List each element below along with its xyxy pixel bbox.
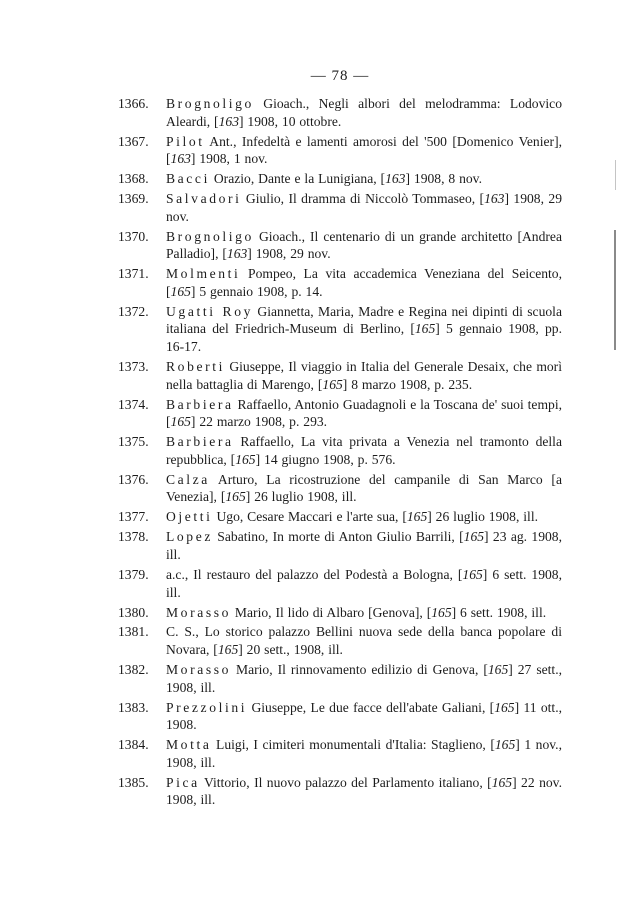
- entry-date: ] 22 marzo 1908, p. 293.: [190, 414, 328, 430]
- entry-date: ] 5 gennaio 1908, pp. 16-17.: [166, 321, 563, 355]
- entry-author: Barbiera: [166, 434, 234, 450]
- entry-reference: 165: [414, 321, 436, 337]
- entry-text: Ant., Infedeltà e lamenti amorosi del '500 [Domenico Venier], [: [166, 133, 562, 167]
- entry-author: Salvadori: [166, 191, 242, 207]
- bibliography-entry: [118, 736, 562, 771]
- bibliography-entry: [118, 358, 562, 393]
- entry-date: ] 1908, 8 nov.: [405, 171, 482, 187]
- entry-text: Mario, Il lido di Albaro [Genova], [: [231, 604, 432, 620]
- entry-text: Raffaello, La vita privata a Venezia nel tramonto della repubblica, [: [166, 434, 562, 467]
- entry-reference: 165: [431, 604, 452, 620]
- entry-author: Motta: [166, 737, 212, 753]
- entry-reference: 163: [484, 191, 505, 207]
- entry-text: Orazio, Dante e la Lunigiana, [: [209, 171, 386, 187]
- entry-date: ] 23 ag. 1908, ill.: [166, 529, 562, 562]
- entry-number: 1381.: [118, 624, 149, 640]
- bibliography-entry: [118, 699, 562, 734]
- entry-reference: 165: [406, 509, 428, 525]
- entry-text: Giannetta, Maria, Madre e Regina nei dipinti di scuola italiana del Friedrich-Museum di Berlino, [: [166, 303, 562, 337]
- bibliography-entry: [118, 623, 562, 658]
- entry-number: 1375.: [118, 434, 149, 450]
- entry-author: Lopez: [166, 529, 213, 545]
- entry-reference: 165: [170, 283, 191, 299]
- entry-author: Pica: [166, 774, 200, 790]
- bibliography-entry: [118, 396, 562, 431]
- entry-date: ] 1908, 29 nov.: [166, 191, 562, 224]
- entry-author: Bacci: [166, 171, 210, 187]
- entry-number: 1380.: [118, 604, 149, 620]
- entry-reference: 165: [462, 566, 483, 582]
- entry-reference: 165: [491, 774, 513, 790]
- entry-reference: 163: [218, 113, 239, 129]
- entry-reference: 165: [463, 529, 485, 545]
- bibliography-entry: [118, 604, 562, 622]
- entry-text: Mario, Il rinnovamento edilizio di Genova, [: [231, 662, 488, 678]
- entry-number: 1383.: [118, 699, 149, 715]
- entry-reference: 165: [487, 662, 509, 678]
- entry-author: Morasso: [166, 662, 232, 678]
- entry-author: Brognoligo: [166, 96, 254, 111]
- entry-reference: 165: [494, 699, 515, 715]
- entry-number: 1379.: [118, 566, 149, 582]
- entry-number: 1374.: [118, 396, 149, 412]
- bibliography-entry: [118, 774, 562, 809]
- bibliography-entry: [118, 303, 562, 356]
- entry-number: 1373.: [118, 359, 149, 375]
- page-number: — 78 —: [310, 68, 370, 84]
- bibliography-entry: [118, 190, 562, 225]
- scan-margin-line: [615, 160, 616, 190]
- entry-date: ] 20 sett., 1908, ill.: [238, 642, 343, 658]
- entry-reference: 165: [170, 414, 191, 430]
- entry-author: Brognoligo: [166, 228, 254, 244]
- entry-number: 1385.: [118, 774, 149, 790]
- entry-date: ] 1 nov., 1908, ill.: [166, 737, 562, 770]
- bibliography-entry: [118, 133, 562, 168]
- entry-number: 1378.: [118, 529, 149, 545]
- entry-reference: 165: [217, 642, 239, 658]
- entry-date: ] 14 giugno 1908, p. 576.: [255, 451, 396, 467]
- entry-text: Giuseppe, Il viaggio in Italia del Generale Desaix, che morì nella battaglia di Marengo, [: [166, 359, 562, 392]
- entry-author: Roberti: [166, 359, 225, 375]
- bibliography-entry: [118, 170, 562, 188]
- bibliography-list: [118, 95, 562, 811]
- entry-reference: 165: [322, 376, 343, 392]
- bibliography-entry: [118, 433, 562, 468]
- entry-text: Gioach., Il centenario di un grande architetto [Andrea Palladio], [: [166, 228, 562, 262]
- bibliography-entry: [118, 508, 562, 526]
- entry-text: a.c., Il restauro del palazzo del Podestà a Bologna, [: [166, 566, 463, 582]
- entry-text: Arturo, La ricostruzione del campanile di San Marco [a Venezia], [: [166, 471, 562, 505]
- entry-author: Molmenti: [166, 266, 241, 282]
- entry-date: ] 5 gennaio 1908, p. 14.: [190, 283, 323, 299]
- entry-text: Ugo, Cesare Maccari e l'arte sua, [: [212, 509, 407, 525]
- bibliography-entry: [118, 661, 562, 696]
- entry-number: 1377.: [118, 509, 149, 525]
- bibliography-entry: [118, 228, 562, 263]
- bibliography-entry: [118, 95, 562, 130]
- entry-author: Morasso: [166, 604, 232, 620]
- entry-date: ] 26 luglio 1908, ill.: [427, 509, 538, 525]
- entry-author: Prezzolini: [166, 699, 248, 715]
- entry-number: 1372.: [118, 303, 149, 319]
- entry-date: ] 11 ott., 1908.: [166, 699, 563, 733]
- entry-reference: 165: [235, 451, 256, 467]
- entry-author: Calza: [166, 471, 210, 487]
- entry-number: 1382.: [118, 662, 149, 678]
- entry-author: Ojetti: [166, 509, 213, 525]
- entry-number: 1376.: [118, 471, 149, 487]
- bibliography-entry: [118, 471, 562, 506]
- entry-reference: 163: [385, 171, 406, 187]
- entry-reference: 163: [226, 246, 248, 262]
- entry-reference: 163: [170, 151, 191, 167]
- bibliography-entry: [118, 566, 562, 601]
- entry-author: Barbiera: [166, 396, 234, 412]
- entry-date: ] 1908, 29 nov.: [247, 246, 331, 262]
- bibliography-entry: [118, 265, 562, 300]
- entry-date: ] 27 sett., 1908, ill.: [166, 662, 563, 695]
- entry-number: 1368.: [118, 171, 149, 187]
- entry-text: Luigi, I cimiteri monumentali d'Italia: Staglieno, [: [211, 737, 495, 753]
- entry-number: 1370.: [118, 228, 149, 244]
- entry-author: Ugatti Roy: [166, 303, 254, 319]
- entry-date: ] 22 nov. 1908, ill.: [166, 774, 562, 808]
- entry-number: 1384.: [118, 737, 149, 753]
- entry-number: 1371.: [118, 266, 149, 282]
- entry-date: ] 1908, 10 ottobre.: [238, 113, 342, 129]
- entry-text: Sabatino, In morte di Anton Giulio Barrili, [: [212, 529, 464, 545]
- entry-text: Giuseppe, Le due facce dell'abate Galiani, [: [247, 699, 495, 715]
- entry-number: 1367.: [118, 133, 149, 149]
- entry-number: 1369.: [118, 191, 149, 207]
- entry-reference: 165: [225, 489, 246, 505]
- entry-date: ] 26 luglio 1908, ill.: [245, 489, 357, 505]
- entry-text: Raffaello, Antonio Guadagnoli e la Toscana de' suoi tempi, [: [166, 396, 562, 430]
- entry-text: Giulio, Il dramma di Niccolò Tommaseo, [: [241, 191, 485, 207]
- entry-date: ] 8 marzo 1908, p. 235.: [342, 376, 473, 392]
- entry-text: C. S., Lo storico palazzo Bellini nuova sede della banca popolare di Novara, [: [166, 624, 562, 658]
- scan-margin-line: [614, 230, 616, 350]
- bibliography-entry: [118, 528, 562, 563]
- entry-date: ] 1908, 1 nov.: [190, 151, 268, 167]
- entry-text: Gioach., Negli albori del melodramma: Lodovico Aleardi, [: [166, 96, 562, 129]
- entry-text: Vittorio, Il nuovo palazzo del Parlamento italiano, [: [199, 774, 492, 790]
- entry-date: ] 6 sett. 1908, ill.: [451, 604, 547, 620]
- entry-date: ] 6 sett. 1908, ill.: [166, 566, 562, 600]
- entry-reference: 165: [494, 737, 516, 753]
- entry-text: Pompeo, La vita accademica Veneziana del Seicento, [: [166, 266, 562, 299]
- entry-number: 1366.: [118, 96, 149, 111]
- entry-author: Pilot: [166, 133, 205, 149]
